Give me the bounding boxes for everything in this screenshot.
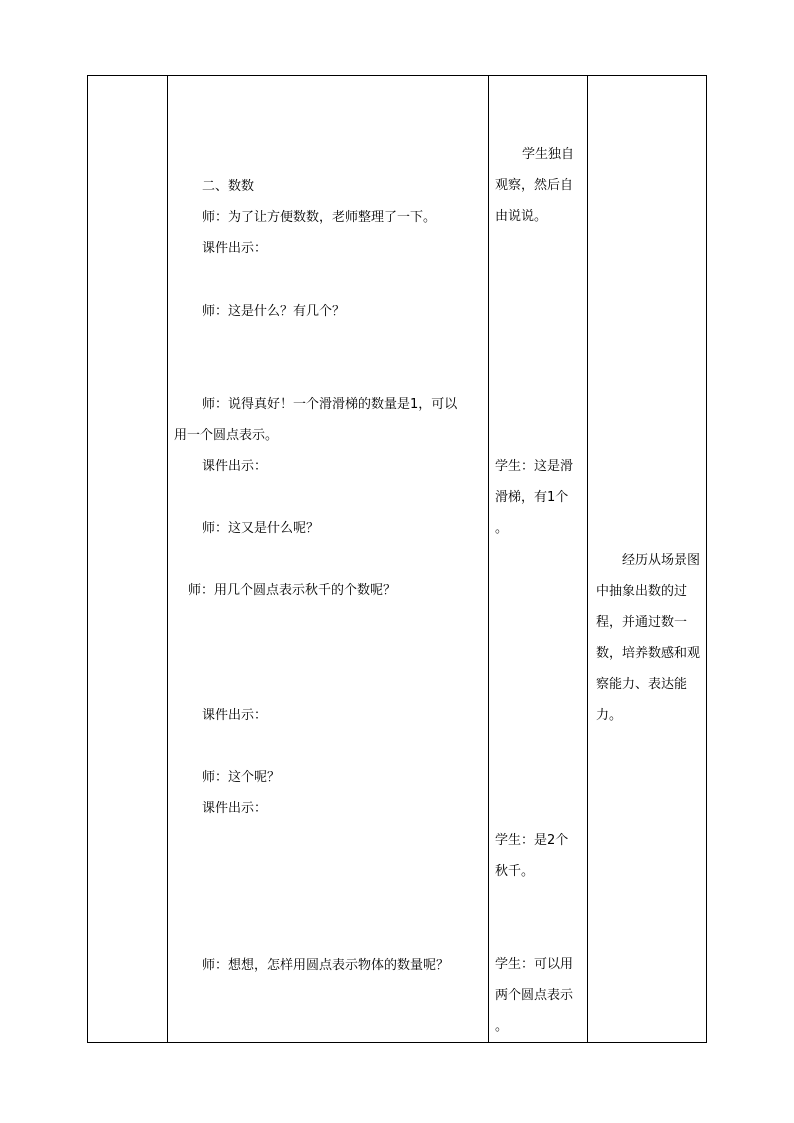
teacher-activity-column (168, 76, 488, 1042)
teacher-line: 师：用几个圆点表示秋千的个数呢？ (188, 583, 397, 598)
teacher-line: 师：这又是什么呢？ (202, 521, 320, 536)
teacher-line: 师：想想，怎样用圆点表示物体的数量呢？ (202, 958, 450, 973)
stage-column (88, 76, 167, 1042)
teacher-line: 用一个圆点表示。 (174, 428, 279, 443)
student-line: 学生独自 (522, 147, 575, 162)
student-line: 滑梯，有1个 (495, 490, 569, 505)
student-line: 由说说。 (495, 209, 548, 224)
student-activity-column (489, 76, 587, 1042)
teacher-line: 师：为了让方便数数，老师整理了一下。 (202, 210, 437, 225)
teacher-line: 师：这是什么？有几个？ (202, 304, 346, 319)
design-intent-text: 经历从场景图中抽象出数的过程，并通过数一数，培养数感和观察能力、表达能力。 (596, 553, 701, 723)
courseware-label: 课件出示： (202, 801, 268, 816)
section-heading: 二、数数 (202, 179, 255, 194)
student-line: 观察，然后自 (495, 178, 574, 193)
student-line: 。 (495, 1019, 509, 1034)
courseware-label: 课件出示： (202, 241, 268, 256)
courseware-label: 课件出示： (202, 459, 268, 474)
student-line: 两个圆点表示 (495, 988, 574, 1003)
teacher-line: 师：这个呢？ (202, 770, 281, 785)
lesson-plan-table (87, 75, 707, 1043)
student-line: 学生：这是滑 (495, 459, 574, 474)
student-line: 学生：是2个 (495, 833, 569, 848)
student-line: 。 (495, 521, 509, 536)
teacher-line: 师：说得真好！一个滑滑梯的数量是1，可以 (202, 397, 458, 412)
courseware-label: 课件出示： (202, 708, 268, 723)
student-line: 学生：可以用 (495, 957, 574, 972)
design-intent-column (588, 76, 706, 1042)
student-line: 秋千。 (495, 864, 535, 879)
